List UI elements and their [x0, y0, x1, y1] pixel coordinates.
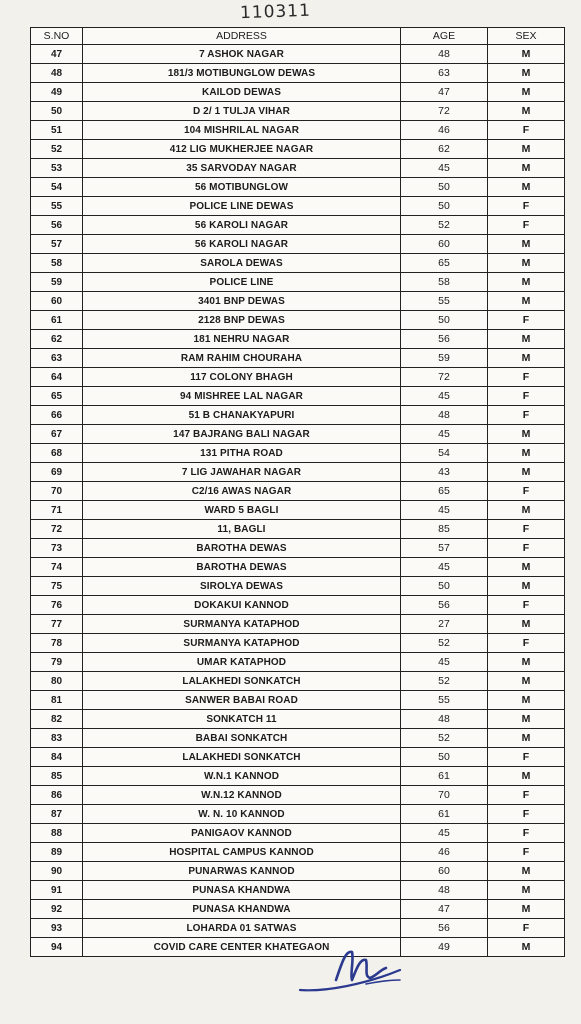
table-row: [31, 83, 565, 102]
cell-sno: 54: [31, 178, 83, 197]
cell-age: 43: [401, 463, 488, 482]
table-row: [31, 919, 565, 938]
cell-sex: M: [488, 178, 565, 197]
table-row: [31, 463, 565, 482]
table-row: [31, 444, 565, 463]
cell-address: PUNARWAS KANNOD: [83, 862, 401, 881]
cell-sno: 83: [31, 729, 83, 748]
cell-address: KAILOD DEWAS: [83, 83, 401, 102]
cell-sno: 56: [31, 216, 83, 235]
cell-address: RAM RAHIM CHOURAHA: [83, 349, 401, 368]
cell-age: 45: [401, 824, 488, 843]
cell-age: 70: [401, 786, 488, 805]
cell-sex: M: [488, 463, 565, 482]
cell-age: 46: [401, 121, 488, 140]
table-row: [31, 938, 565, 957]
cell-sno: 75: [31, 577, 83, 596]
cell-sex: M: [488, 653, 565, 672]
table-row: [31, 292, 565, 311]
cell-sex: M: [488, 900, 565, 919]
cell-sex: M: [488, 767, 565, 786]
cell-sno: 71: [31, 501, 83, 520]
cell-sno: 93: [31, 919, 83, 938]
table-row: [31, 330, 565, 349]
cell-address: SONKATCH 11: [83, 710, 401, 729]
patient-table: [30, 27, 565, 957]
cell-address: SANWER BABAI ROAD: [83, 691, 401, 710]
cell-sno: 66: [31, 406, 83, 425]
cell-address: UMAR KATAPHOD: [83, 653, 401, 672]
cell-address: HOSPITAL CAMPUS KANNOD: [83, 843, 401, 862]
table-row: [31, 235, 565, 254]
cell-age: 48: [401, 710, 488, 729]
cell-sex: M: [488, 444, 565, 463]
table-row: [31, 178, 565, 197]
cell-age: 50: [401, 197, 488, 216]
cell-sex: F: [488, 805, 565, 824]
cell-address: COVID CARE CENTER KHATEGAON: [83, 938, 401, 957]
cell-sno: 81: [31, 691, 83, 710]
cell-address: 181/3 MOTIBUNGLOW DEWAS: [83, 64, 401, 83]
cell-sex: F: [488, 216, 565, 235]
cell-sex: F: [488, 121, 565, 140]
cell-sex: M: [488, 273, 565, 292]
table-row: [31, 520, 565, 539]
cell-sno: 59: [31, 273, 83, 292]
table-row: [31, 159, 565, 178]
cell-sno: 82: [31, 710, 83, 729]
cell-age: 52: [401, 672, 488, 691]
cell-address: BABAI SONKATCH: [83, 729, 401, 748]
cell-address: LALAKHEDI SONKATCH: [83, 748, 401, 767]
cell-age: 72: [401, 368, 488, 387]
cell-sex: F: [488, 919, 565, 938]
cell-address: 11, BAGLI: [83, 520, 401, 539]
cell-sno: 61: [31, 311, 83, 330]
cell-sex: M: [488, 292, 565, 311]
table-row: [31, 501, 565, 520]
cell-sno: 76: [31, 596, 83, 615]
cell-sex: F: [488, 368, 565, 387]
cell-address: DOKAKUI KANNOD: [83, 596, 401, 615]
cell-age: 48: [401, 881, 488, 900]
cell-age: 62: [401, 140, 488, 159]
cell-sex: F: [488, 406, 565, 425]
cell-age: 52: [401, 216, 488, 235]
table-row: [31, 672, 565, 691]
cell-age: 45: [401, 558, 488, 577]
cell-sno: 92: [31, 900, 83, 919]
table-row: [31, 558, 565, 577]
cell-address: 412 LIG MUKHERJEE NAGAR: [83, 140, 401, 159]
cell-address: WARD 5 BAGLI: [83, 501, 401, 520]
cell-sno: 80: [31, 672, 83, 691]
cell-address: BAROTHA DEWAS: [83, 539, 401, 558]
cell-age: 47: [401, 900, 488, 919]
cell-sno: 79: [31, 653, 83, 672]
cell-sno: 50: [31, 102, 83, 121]
cell-address: BAROTHA DEWAS: [83, 558, 401, 577]
cell-age: 60: [401, 235, 488, 254]
cell-sex: F: [488, 197, 565, 216]
cell-age: 52: [401, 634, 488, 653]
table-row: [31, 843, 565, 862]
cell-sno: 87: [31, 805, 83, 824]
cell-sex: F: [488, 387, 565, 406]
cell-age: 52: [401, 729, 488, 748]
cell-sex: F: [488, 311, 565, 330]
cell-address: POLICE LINE: [83, 273, 401, 292]
table-row: [31, 653, 565, 672]
cell-address: 35 SARVODAY NAGAR: [83, 159, 401, 178]
table-row: [31, 45, 565, 64]
cell-address: PANIGAOV KANNOD: [83, 824, 401, 843]
cell-address: W.N.12 KANNOD: [83, 786, 401, 805]
cell-sex: M: [488, 254, 565, 273]
cell-address: 131 PITHA ROAD: [83, 444, 401, 463]
cell-age: 60: [401, 862, 488, 881]
table-row: [31, 406, 565, 425]
cell-age: 50: [401, 748, 488, 767]
table-row: [31, 881, 565, 900]
cell-age: 61: [401, 805, 488, 824]
cell-sno: 53: [31, 159, 83, 178]
cell-age: 55: [401, 292, 488, 311]
cell-sno: 67: [31, 425, 83, 444]
cell-address: PUNASA KHANDWA: [83, 881, 401, 900]
cell-sex: M: [488, 45, 565, 64]
cell-age: 45: [401, 387, 488, 406]
table-row: [31, 729, 565, 748]
cell-address: 147 BAJRANG BALI NAGAR: [83, 425, 401, 444]
cell-sex: F: [488, 748, 565, 767]
header-address: ADDRESS: [83, 28, 401, 45]
table-row: [31, 140, 565, 159]
cell-address: W. N. 10 KANNOD: [83, 805, 401, 824]
cell-sno: 90: [31, 862, 83, 881]
cell-sno: 73: [31, 539, 83, 558]
cell-sex: F: [488, 520, 565, 539]
cell-age: 45: [401, 653, 488, 672]
cell-age: 65: [401, 254, 488, 273]
cell-sno: 47: [31, 45, 83, 64]
cell-age: 56: [401, 330, 488, 349]
cell-age: 55: [401, 691, 488, 710]
cell-sex: F: [488, 539, 565, 558]
cell-age: 61: [401, 767, 488, 786]
cell-address: LOHARDA 01 SATWAS: [83, 919, 401, 938]
cell-age: 45: [401, 501, 488, 520]
table-row: [31, 216, 565, 235]
patient-table-sheet: [30, 27, 564, 957]
cell-address: 181 NEHRU NAGAR: [83, 330, 401, 349]
cell-sex: F: [488, 634, 565, 653]
cell-sex: M: [488, 672, 565, 691]
cell-sex: F: [488, 482, 565, 501]
cell-address: SAROLA DEWAS: [83, 254, 401, 273]
cell-sno: 64: [31, 368, 83, 387]
cell-sex: M: [488, 140, 565, 159]
cell-address: PUNASA KHANDWA: [83, 900, 401, 919]
cell-sno: 58: [31, 254, 83, 273]
cell-age: 54: [401, 444, 488, 463]
cell-age: 56: [401, 919, 488, 938]
table-row: [31, 64, 565, 83]
cell-sex: M: [488, 710, 565, 729]
table-row: [31, 311, 565, 330]
cell-address: 94 MISHREE LAL NAGAR: [83, 387, 401, 406]
cell-age: 45: [401, 159, 488, 178]
cell-address: 2128 BNP DEWAS: [83, 311, 401, 330]
cell-age: 45: [401, 425, 488, 444]
cell-address: 51 B CHANAKYAPURI: [83, 406, 401, 425]
cell-sno: 88: [31, 824, 83, 843]
cell-sex: F: [488, 843, 565, 862]
cell-sno: 52: [31, 140, 83, 159]
cell-sex: F: [488, 596, 565, 615]
cell-sno: 94: [31, 938, 83, 957]
table-row: [31, 577, 565, 596]
table-row: [31, 634, 565, 653]
cell-sno: 85: [31, 767, 83, 786]
table-row: [31, 273, 565, 292]
cell-address: SIROLYA DEWAS: [83, 577, 401, 596]
table-row: [31, 596, 565, 615]
cell-sno: 91: [31, 881, 83, 900]
table-row: [31, 824, 565, 843]
table-row: [31, 387, 565, 406]
cell-sno: 72: [31, 520, 83, 539]
cell-sex: M: [488, 938, 565, 957]
table-row: [31, 615, 565, 634]
table-row: [31, 805, 565, 824]
cell-age: 50: [401, 178, 488, 197]
cell-age: 59: [401, 349, 488, 368]
header-sex: SEX: [488, 28, 565, 45]
cell-sex: F: [488, 786, 565, 805]
cell-sex: M: [488, 159, 565, 178]
cell-sno: 77: [31, 615, 83, 634]
cell-sex: M: [488, 83, 565, 102]
cell-address: 7 LIG JAWAHAR NAGAR: [83, 463, 401, 482]
cell-sno: 55: [31, 197, 83, 216]
cell-address: C2/16 AWAS NAGAR: [83, 482, 401, 501]
cell-age: 50: [401, 311, 488, 330]
cell-sno: 62: [31, 330, 83, 349]
cell-sno: 86: [31, 786, 83, 805]
cell-address: 56 KAROLI NAGAR: [83, 216, 401, 235]
table-row: [31, 900, 565, 919]
cell-address: 104 MISHRILAL NAGAR: [83, 121, 401, 140]
cell-age: 56: [401, 596, 488, 615]
table-row: [31, 767, 565, 786]
table-row: [31, 121, 565, 140]
table-body: [31, 45, 565, 957]
cell-sno: 48: [31, 64, 83, 83]
table-row: [31, 368, 565, 387]
cell-address: LALAKHEDI SONKATCH: [83, 672, 401, 691]
cell-sex: M: [488, 862, 565, 881]
cell-sno: 68: [31, 444, 83, 463]
cell-age: 58: [401, 273, 488, 292]
cell-address: W.N.1 KANNOD: [83, 767, 401, 786]
cell-sno: 49: [31, 83, 83, 102]
cell-sno: 57: [31, 235, 83, 254]
table-header-row: [31, 28, 565, 45]
cell-sex: M: [488, 349, 565, 368]
cell-age: 85: [401, 520, 488, 539]
cell-sex: M: [488, 102, 565, 121]
table-row: [31, 425, 565, 444]
cell-sex: M: [488, 691, 565, 710]
cell-age: 65: [401, 482, 488, 501]
cell-age: 46: [401, 843, 488, 862]
cell-address: SURMANYA KATAPHOD: [83, 615, 401, 634]
cell-age: 49: [401, 938, 488, 957]
table-row: [31, 862, 565, 881]
cell-age: 27: [401, 615, 488, 634]
header-age: AGE: [401, 28, 488, 45]
cell-age: 72: [401, 102, 488, 121]
cell-age: 48: [401, 45, 488, 64]
cell-sex: F: [488, 824, 565, 843]
cell-age: 63: [401, 64, 488, 83]
cell-address: D 2/ 1 TULJA VIHAR: [83, 102, 401, 121]
cell-age: 47: [401, 83, 488, 102]
cell-sno: 51: [31, 121, 83, 140]
cell-sno: 74: [31, 558, 83, 577]
cell-sno: 84: [31, 748, 83, 767]
cell-sno: 78: [31, 634, 83, 653]
cell-address: SURMANYA KATAPHOD: [83, 634, 401, 653]
cell-sno: 63: [31, 349, 83, 368]
cell-age: 50: [401, 577, 488, 596]
table-row: [31, 710, 565, 729]
page-number: 110311: [239, 0, 312, 24]
cell-sno: 89: [31, 843, 83, 862]
table-row: [31, 482, 565, 501]
table-row: [31, 786, 565, 805]
table-row: [31, 102, 565, 121]
cell-address: 7 ASHOK NAGAR: [83, 45, 401, 64]
cell-sno: 69: [31, 463, 83, 482]
cell-address: 56 MOTIBUNGLOW: [83, 178, 401, 197]
cell-sex: M: [488, 64, 565, 83]
cell-age: 57: [401, 539, 488, 558]
cell-sno: 65: [31, 387, 83, 406]
cell-age: 48: [401, 406, 488, 425]
cell-address: 3401 BNP DEWAS: [83, 292, 401, 311]
table-row: [31, 254, 565, 273]
cell-sex: M: [488, 235, 565, 254]
header-sno: S.NO: [31, 28, 83, 45]
cell-sex: M: [488, 558, 565, 577]
cell-sex: M: [488, 729, 565, 748]
cell-address: POLICE LINE DEWAS: [83, 197, 401, 216]
cell-sex: M: [488, 577, 565, 596]
cell-sex: M: [488, 881, 565, 900]
table-row: [31, 349, 565, 368]
cell-sex: M: [488, 615, 565, 634]
table-row: [31, 691, 565, 710]
cell-sex: M: [488, 330, 565, 349]
cell-sex: M: [488, 501, 565, 520]
cell-address: 56 KAROLI NAGAR: [83, 235, 401, 254]
table-row: [31, 748, 565, 767]
table-row: [31, 197, 565, 216]
table-row: [31, 539, 565, 558]
cell-sno: 70: [31, 482, 83, 501]
cell-sno: 60: [31, 292, 83, 311]
cell-sex: M: [488, 425, 565, 444]
cell-address: 117 COLONY BHAGH: [83, 368, 401, 387]
